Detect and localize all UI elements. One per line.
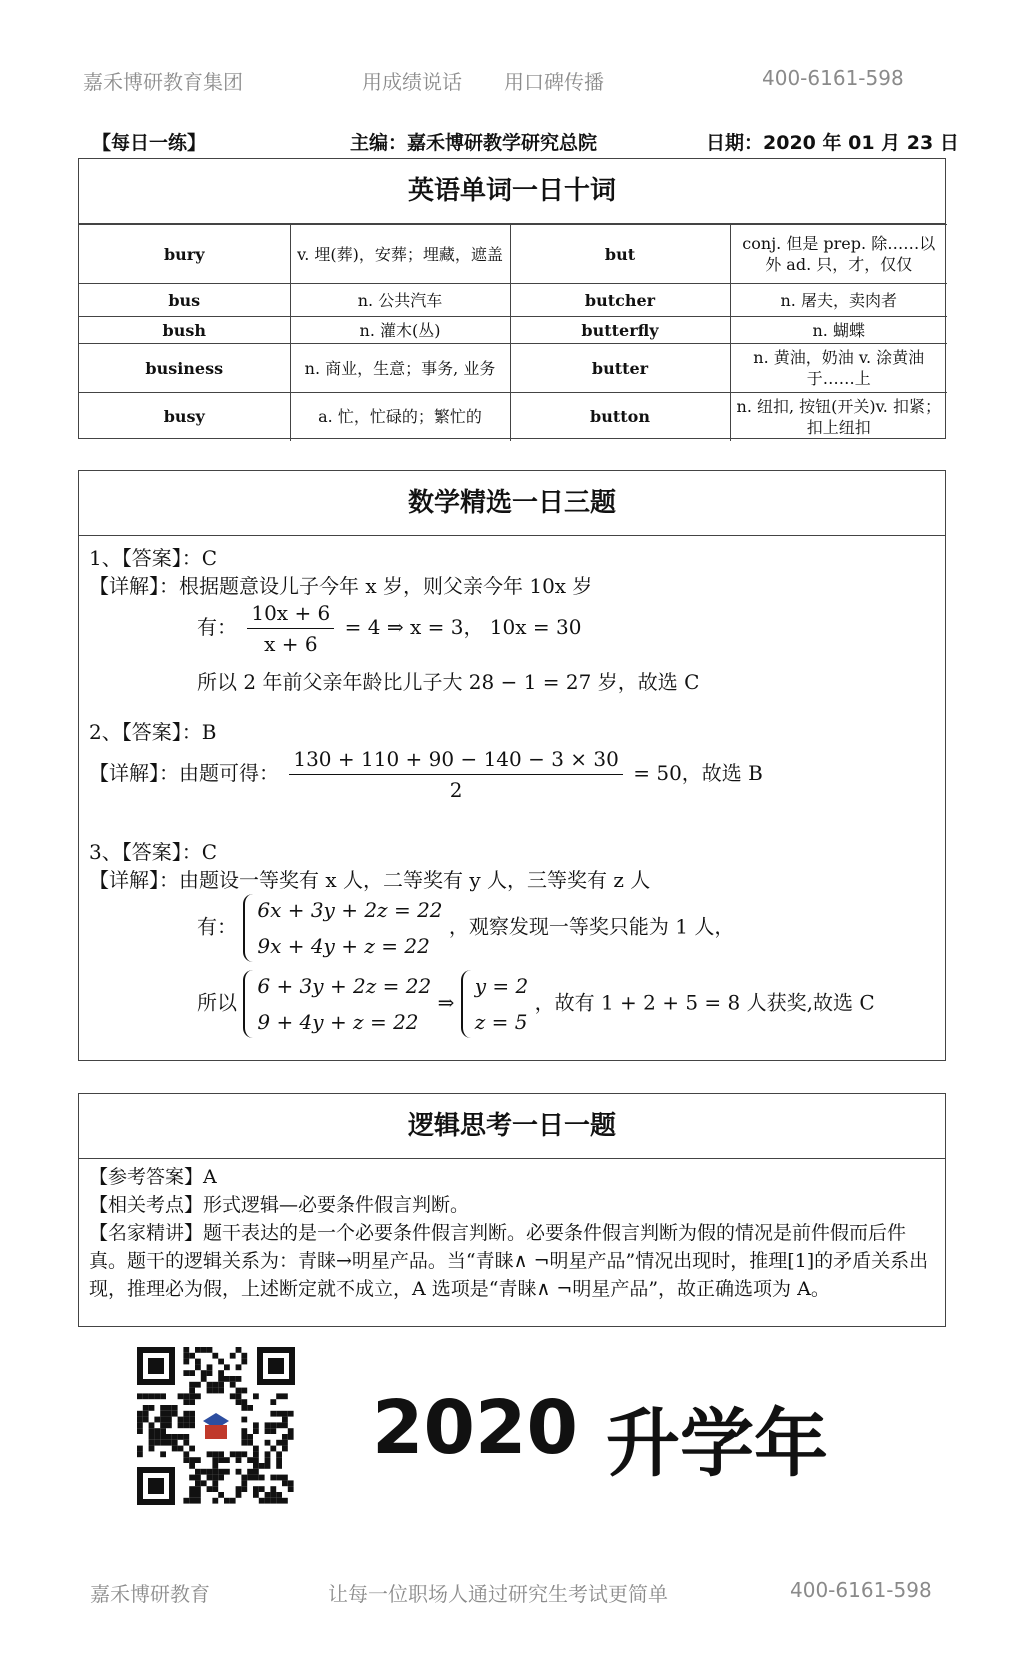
- footer-slogan: 让每一位职场人通过研究生考试更简单: [328, 1582, 668, 1606]
- vocab-section: [78, 158, 946, 439]
- q3-observation: ，观察发现一等奖只能为 1 人，: [448, 914, 735, 939]
- vocab-definition: n. 蝴蝶: [730, 317, 947, 344]
- header-slogan-1: 用成绩说话: [362, 70, 462, 94]
- equation-system: [243, 892, 442, 964]
- q1-have: 有：: [197, 615, 237, 639]
- vocab-word: button: [510, 393, 730, 441]
- vocab-definition: n. 屠夫，卖肉者: [730, 284, 947, 317]
- equation-row: y = 2: [474, 974, 529, 998]
- q1-conclusion: 所以 2 年前父亲年龄比儿子大 28 − 1 = 27 岁，故选 C: [197, 670, 700, 694]
- logic-section: [78, 1093, 946, 1327]
- q2-detail: 【详解】：由题可得：: [89, 761, 279, 785]
- vocab-definition: conj. 但是 prep. 除……以外 ad. 只，才，仅仅: [730, 225, 947, 284]
- logic-title: 逻辑思考一日一题: [79, 1094, 945, 1159]
- vocab-definition: v. 埋(葬)，安葬；埋藏，遮盖: [290, 225, 510, 284]
- vocab-word: bush: [79, 317, 290, 344]
- vocab-definition: n. 黄油，奶油 v. 涂黄油于……上: [730, 344, 947, 393]
- qr-code: [133, 1343, 299, 1509]
- banner-year: 2020: [372, 1385, 578, 1471]
- equation-system: [243, 968, 431, 1040]
- vocab-definition: n. 纽扣, 按钮(开关)v. 扣紧；扣上纽扣: [730, 393, 947, 441]
- vocab-word: bus: [79, 284, 290, 317]
- brace-icon: [461, 970, 473, 1038]
- brace-icon: [243, 970, 255, 1038]
- logic-topic: 【相关考点】形式逻辑—必要条件假言判断。: [89, 1194, 470, 1216]
- equation-row: 6x + 3y + 2z = 22: [257, 898, 443, 922]
- implies-arrow: ⇒: [437, 990, 455, 1015]
- vocab-word: bury: [79, 225, 290, 284]
- vocab-definition: a. 忙，忙碌的；繁忙的: [290, 393, 510, 441]
- q2-answer: 2、【答案】：B: [89, 720, 217, 744]
- table-row: [79, 344, 947, 393]
- meta-editor: 主编：嘉禾博研教学研究总院: [350, 132, 598, 154]
- brace-icon: [243, 894, 255, 962]
- table-row: [79, 317, 947, 344]
- q1-numerator: 10x + 6: [247, 598, 334, 629]
- banner-text: 升学年: [606, 1401, 828, 1487]
- equation-row: 9 + 4y + z = 22: [257, 1010, 419, 1034]
- header-org: 嘉禾博研教育集团: [83, 70, 243, 94]
- vocab-word: but: [510, 225, 730, 284]
- logic-content: [79, 1159, 945, 1309]
- q3-system-2: [197, 968, 875, 1040]
- q3-have: 有：: [197, 914, 237, 939]
- q1-denominator: x + 6: [264, 632, 318, 656]
- math-title: 数学精选一日三题: [79, 471, 945, 536]
- q1-equation: = 4 ⇒ x = 3， 10x = 30: [344, 615, 582, 639]
- math-section: [78, 470, 946, 1061]
- table-row: [79, 393, 947, 441]
- header-phone: 400-6161-598: [762, 66, 904, 90]
- math-content: [79, 536, 945, 1060]
- table-row: [79, 225, 947, 284]
- equation-system: [461, 968, 529, 1040]
- logic-explanation: 【名家精讲】题干表达的是一个必要条件假言判断。必要条件假言判断为假的情况是前件假而后件真。题干的逻辑关系为：青睐→明星产品。当“青睐∧ ¬明星产品”情况出现时，推理[1]的矛盾关系出现，推理必为假，上述断定就不成立，A 选项是“青睐∧ ¬明星产品”，故正确选项为 A。: [89, 1222, 929, 1300]
- q3-answer: 3、【答案】：C: [89, 840, 218, 864]
- q2-fraction: [289, 744, 623, 805]
- footer-org: 嘉禾博研教育: [90, 1582, 210, 1606]
- equation-row: 6 + 3y + 2z = 22: [257, 974, 432, 998]
- q3-system-1: [197, 892, 734, 964]
- q3-so: 所以: [197, 990, 237, 1015]
- vocab-word: butterfly: [510, 317, 730, 344]
- vocab-definition: n. 商业，生意；事务, 业务: [290, 344, 510, 393]
- q3-tail: ，故有 1 + 2 + 5 = 8 人获奖,故选 C: [534, 990, 875, 1015]
- footer-phone: 400-6161-598: [790, 1578, 932, 1602]
- table-row: [79, 284, 947, 317]
- vocab-title: 英语单词一日十词: [79, 159, 945, 224]
- q1-answer: 1、【答案】：C: [89, 546, 218, 570]
- vocab-definition: n. 灌木(丛): [290, 317, 510, 344]
- meta-tag: 【每日一练】: [92, 132, 207, 154]
- logic-answer: 【参考答案】A: [89, 1166, 217, 1188]
- q2-numerator: 130 + 110 + 90 − 140 − 3 × 30: [289, 744, 623, 775]
- equation-row: z = 5: [474, 1010, 528, 1034]
- equation-row: 9x + 4y + z = 22: [257, 934, 430, 958]
- vocab-table: [79, 224, 947, 441]
- q2-formula: [89, 744, 763, 805]
- vocab-word: butter: [510, 344, 730, 393]
- q2-denominator: 2: [449, 778, 463, 802]
- q1-fraction: [247, 598, 334, 659]
- meta-date: 日期：2020 年 01 月 23 日: [706, 132, 959, 154]
- q3-detail: 【详解】：由题设一等奖有 x 人，二等奖有 y 人，三等奖有 z 人: [89, 868, 651, 892]
- q1-formula: [197, 598, 581, 659]
- vocab-word: busy: [79, 393, 290, 441]
- header-slogan-2: 用口碑传播: [504, 70, 604, 94]
- vocab-word: business: [79, 344, 290, 393]
- q1-detail: 【详解】：根据题意设儿子今年 x 岁，则父亲今年 10x 岁: [89, 574, 593, 598]
- vocab-word: butcher: [510, 284, 730, 317]
- q2-equation: = 50，故选 B: [633, 761, 763, 785]
- vocab-definition: n. 公共汽车: [290, 284, 510, 317]
